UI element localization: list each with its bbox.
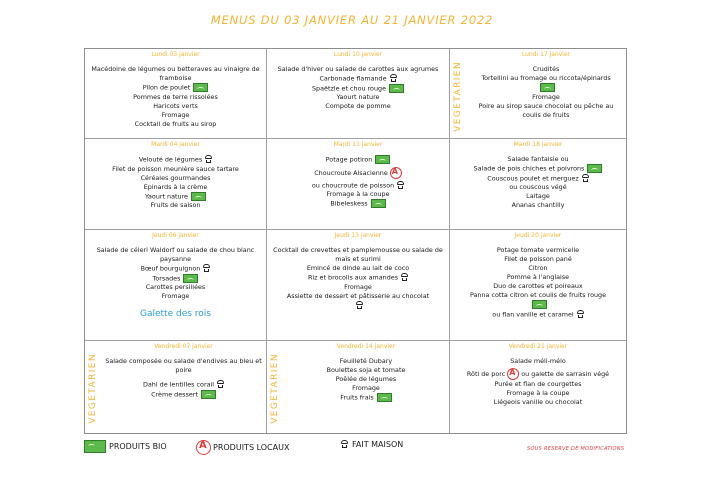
organic-label-icon: [201, 390, 216, 399]
day-heading: Vendredi 21 janvier: [508, 343, 568, 350]
menu-item-row: [271, 167, 445, 179]
day-cell-monday-17: [450, 49, 626, 139]
menu-item: Crème dessert: [151, 390, 198, 398]
organic-label-icon: [375, 155, 390, 164]
organic-label-icon: [191, 192, 206, 201]
chef-hat-icon: [397, 181, 404, 190]
menu-item: Haricots verts: [153, 101, 198, 110]
menu-item: Citron: [528, 264, 548, 272]
day-heading: Jeudi 06 janvier: [152, 232, 199, 239]
organic-label-icon: [377, 393, 392, 402]
menu-item-row: [105, 380, 262, 390]
menu-item: ou galette de sarrasin végé: [521, 370, 610, 378]
day-heading: Lundi 17 janvier: [521, 51, 571, 58]
day-cell-tuesday-18: [450, 139, 626, 230]
menu-item: Torsades: [152, 274, 181, 282]
menu-item-row: [89, 274, 262, 284]
menu-item: Liégeois vanille ou chocolat: [493, 398, 583, 406]
menu-item: Fromage: [532, 92, 560, 101]
vegetarian-label: VEGETARIEN: [453, 61, 463, 132]
day-cell-thursday-20: [450, 230, 626, 341]
menu-item-row: [89, 83, 262, 93]
menu-item-row: [105, 390, 262, 400]
vegetarian-label: VEGETARIEN: [270, 353, 280, 424]
organic-label-icon: [183, 274, 198, 283]
menu-item: Fruits de saison: [150, 201, 201, 209]
menu-item-row: [271, 199, 445, 209]
day-heading: Mardi 11 janvier: [333, 141, 383, 148]
menu-item: Dahl de lentilles corail: [142, 380, 215, 389]
menu-item: Pomme à l'anglaise: [506, 273, 570, 281]
menu-item-row: [89, 155, 262, 165]
menu-item: Spaëtzle et chou rouge: [311, 84, 387, 92]
menu-item: Fruits frais: [340, 393, 374, 402]
legend-bio-label: PRODUITS BIO: [109, 442, 167, 451]
legend-local: [196, 440, 289, 455]
menu-item: Carottes persillées: [145, 283, 206, 291]
menu-item: Assiette de dessert et pâtisserie au chocolat: [286, 291, 430, 300]
menu-item: Couscous poulet et merguez: [487, 174, 579, 182]
chef-hat-icon: [205, 155, 212, 164]
menu-item-row: [454, 368, 622, 380]
special-event: Galette des rois: [140, 309, 211, 319]
day-cell-friday-14: [267, 341, 450, 433]
menu-item-row: [271, 181, 445, 191]
organic-label-icon: [371, 199, 386, 208]
menu-item: Macédoine de légumes ou betteraves au vinaigre de framboise: [91, 65, 260, 82]
menu-grid: [84, 48, 627, 434]
menu-item: Fromage: [352, 384, 380, 392]
menu-item: Fromage à la coupe: [506, 389, 570, 397]
menu-item: Potage tomate vermicelle: [496, 246, 580, 254]
local-product-icon: [196, 440, 211, 455]
chef-hat-icon: [203, 264, 210, 273]
menu-item-row: [287, 393, 445, 403]
menu-item: ou choucroute de poisson: [311, 181, 395, 189]
menu-item: Fromage: [344, 282, 372, 291]
menu-item: Yaourt nature: [336, 93, 380, 101]
organic-label-icon: [389, 84, 404, 93]
menu-item: Salade méli-mélo: [510, 357, 566, 365]
vegetarian-label: VEGETARIEN: [88, 353, 98, 424]
menu-item: Carbonade flamande: [319, 74, 387, 83]
menu-item-row: [454, 310, 622, 320]
local-product-icon: [507, 368, 519, 380]
menu-item: Yaourt nature: [144, 192, 188, 200]
chef-hat-icon: [217, 380, 224, 389]
menu-item: Epinards à la crème: [143, 182, 208, 191]
menu-item-row: [89, 264, 262, 274]
menu-item: Salade fantaisie ou: [507, 155, 569, 163]
menu-item: Bœuf bourguignon: [140, 264, 201, 273]
menu-item: Choucroute Alsacienne: [314, 168, 388, 177]
menu-item-row: [271, 84, 445, 94]
menu-item: Boulettes soja et tomate: [326, 366, 406, 374]
local-product-icon: [390, 167, 402, 179]
menu-item: Emincé de dinde au lait de coco: [306, 264, 410, 272]
menu-item-row: [271, 273, 445, 283]
day-cell-tuesday-04: [85, 139, 267, 230]
chef-hat-icon: [577, 310, 584, 319]
menu-item: Poire au sirop sauce chocolat ou pêche au coulis de fruits: [478, 101, 614, 119]
day-heading: Lundi 10 janvier: [333, 51, 383, 58]
menu-item: Céréales gourmandes: [140, 173, 211, 182]
menu-item: Fromage à la coupe: [326, 190, 390, 198]
menu-item-row: [271, 74, 445, 84]
menu-item: Pilon de poulet: [142, 83, 191, 92]
menu-item: Purée et flan de courgettes: [494, 380, 582, 388]
menu-item: Crudités: [532, 65, 560, 73]
day-heading: Mardi 18 janvier: [513, 141, 563, 148]
day-heading: Mardi 04 janvier: [151, 141, 200, 148]
day-cell-thursday-06: [85, 230, 267, 341]
day-cell-thursday-13: [267, 230, 450, 341]
menu-item-row: [454, 164, 622, 174]
menu-item: Fromage: [161, 110, 190, 119]
page-title: MENUS DU 03 JANVIER AU 21 JANVIER 2022: [210, 13, 494, 27]
day-cell-monday-10: [267, 49, 450, 139]
menu-item: Feuilleté Dubary: [339, 357, 393, 365]
day-heading: Lundi 03 janvier: [151, 51, 200, 58]
day-cell-tuesday-11: [267, 139, 450, 230]
chef-hat-icon: [582, 174, 589, 183]
organic-label-icon: [84, 440, 106, 453]
menu-item: Potage potiron: [325, 155, 373, 164]
organic-label-icon: [532, 300, 547, 309]
menu-item: ou couscous végé: [509, 183, 567, 191]
menu-item: Velouté de légumes: [138, 155, 203, 164]
menu-item: Rôti de porc: [466, 370, 506, 378]
chef-hat-icon: [341, 440, 348, 449]
notice-text: SOUS RESERVE DE MODIFICATIONS: [527, 446, 625, 452]
chef-row: [271, 301, 445, 311]
chef-hat-icon: [356, 301, 363, 310]
menu-item: Ananas chantilly: [511, 201, 565, 209]
legend-chef: [341, 440, 403, 449]
menu-item: Salade de pois chiches et poivrons: [473, 164, 585, 173]
organic-row: [470, 83, 622, 93]
day-cell-friday-21: [450, 341, 626, 433]
menu-item: Salade d'hiver ou salade de carottes aux agrumes: [277, 65, 439, 73]
menu-item: Duo de carottes et poireaux: [493, 282, 583, 290]
menu-item: Salade de céleri Waldorf ou salade de chou blanc paysanne: [96, 246, 255, 263]
chef-hat-icon: [390, 74, 397, 83]
menu-item-row: [454, 174, 622, 184]
day-heading: Vendredi 14 janvier: [336, 343, 396, 350]
legend-chef-label: FAIT MAISON: [352, 440, 404, 449]
menu-item: Laitage: [526, 192, 550, 200]
day-cell-friday-07: [85, 341, 267, 433]
menu-item: Poêlée de légumes: [335, 375, 397, 383]
organic-label-icon: [587, 164, 602, 173]
menu-item: Bibeleskess: [330, 199, 368, 208]
menu-item: Pommes de terre rissolées: [133, 92, 218, 101]
day-cell-monday-03: [85, 49, 267, 139]
organic-row: [454, 300, 622, 310]
menu-item: Riz et brocolis aux amandes: [307, 273, 399, 282]
day-heading: Jeudi 20 janvier: [514, 232, 562, 239]
day-heading: Vendredi 07 janvier: [154, 343, 213, 350]
organic-label-icon: [540, 83, 555, 92]
menu-item: Salade composée ou salade d'endives au bleu et poire: [105, 357, 262, 374]
menu-item: Compote de pomme: [325, 102, 391, 110]
legend-bio: [84, 440, 167, 453]
menu-item: Panna cotta citron et coulis de fruits rouge: [469, 291, 607, 299]
menu-item: Fromage: [161, 292, 190, 300]
menu-item-row: [89, 192, 262, 202]
menu-item: Cocktail de fruits au sirop: [134, 119, 217, 128]
menu-item: ou flan vanille et caramel: [492, 310, 574, 318]
organic-label-icon: [193, 83, 208, 92]
menu-item: Filet de poisson pané: [504, 255, 572, 263]
chef-hat-icon: [401, 273, 408, 282]
day-heading: Jeudi 13 janvier: [334, 232, 382, 239]
menu-item: Filet de poisson meunière sauce tartare: [112, 164, 239, 173]
menu-item: Cocktail de crevettes et pamplemousse ou salade de maïs et surimi: [273, 246, 443, 263]
menu-item-row: [271, 155, 445, 165]
menu-item: Tortellini au fromage ou riccota/épinards: [481, 74, 611, 82]
legend-local-label: PRODUITS LOCAUX: [213, 443, 290, 452]
